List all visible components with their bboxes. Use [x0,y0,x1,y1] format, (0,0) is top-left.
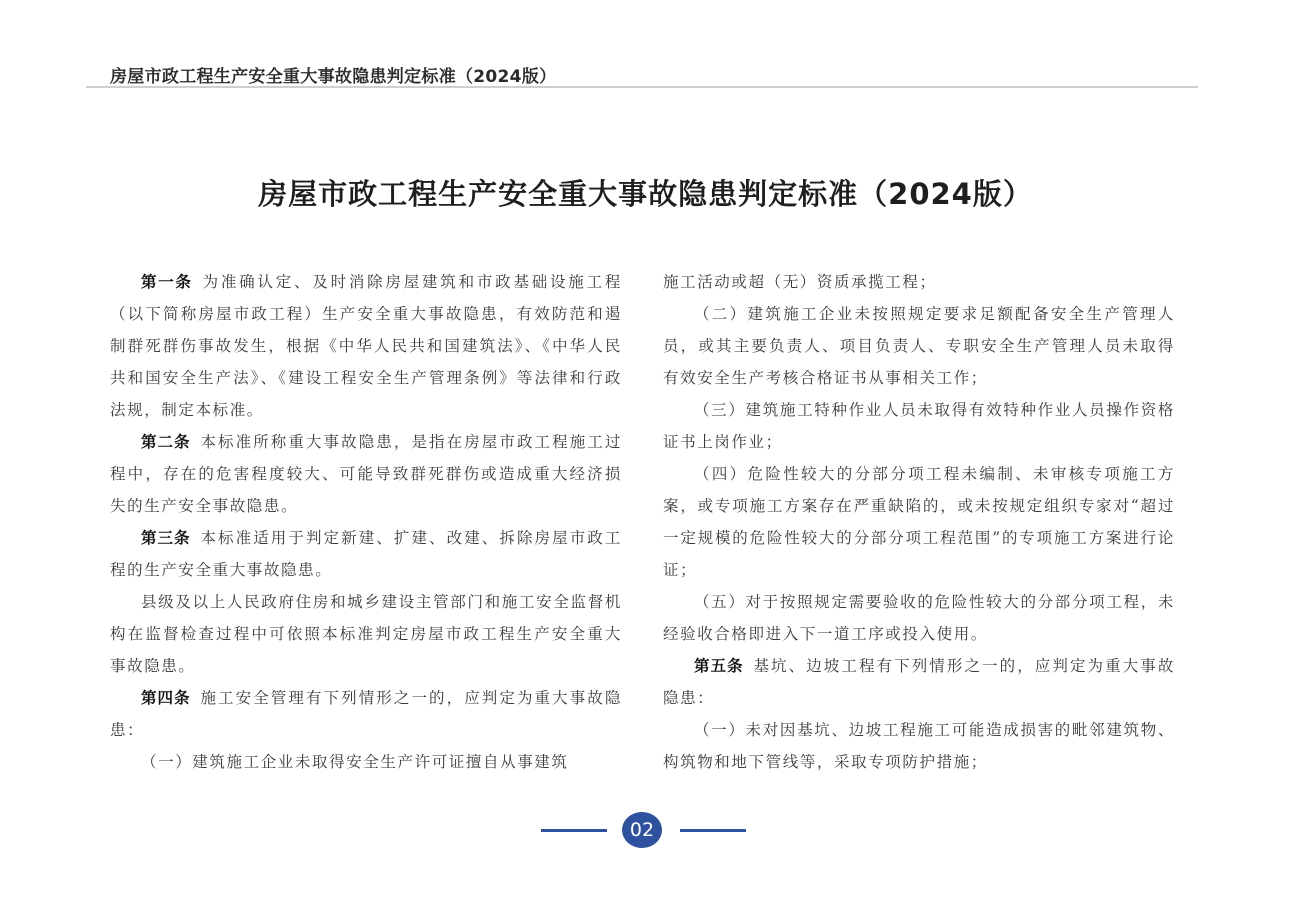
footer-line-left [541,829,607,832]
article-5 [663,650,1175,714]
article-4-item-4: （四）危险性较大的分部分项工程未编制、未审核专项施工方案，或专项施工方案存在严重缺陷的，或未按规定组织专家对“超过一定规模的危险性较大的分部分项工程范围”的专项施工方案进行论证； [663,465,1175,579]
article-2 [110,426,622,522]
article-label: 第一条 [141,273,193,291]
article-label: 第五条 [694,657,744,675]
footer-line-right [680,829,746,832]
article-text: 本标准所称重大事故隐患，是指在房屋市政工程施工过程中，存在的危害程度较大、可能导致群死群伤或造成重大经济损失的生产安全事故隐患。 [110,433,622,515]
article-3-paragraph-2: 县级及以上人民政府住房和城乡建设主管部门和施工安全监督机构在监督检查过程中可依照本标准判定房屋市政工程生产安全重大事故隐患。 [110,593,622,675]
article-label: 第四条 [141,689,191,707]
article-5-item-1: （一）未对因基坑、边坡工程施工可能造成损害的毗邻建筑物、构筑物和地下管线等，采取专项防护措施； [663,721,1175,771]
article-text: 本标准适用于判定新建、扩建、改建、拆除房屋市政工程的生产安全重大事故隐患。 [110,529,622,579]
page-footer [0,812,1291,852]
article-4-item-5: （五）对于按照规定需要验收的危险性较大的分部分项工程，未经验收合格即进入下一道工序或投入使用。 [663,593,1175,643]
article-label: 第二条 [141,433,191,451]
article-4 [110,682,622,746]
article-label: 第三条 [141,529,191,547]
page-number-badge: 02 [622,812,662,848]
article-text: 施工安全管理有下列情形之一的，应判定为重大事故隐患： [110,689,622,739]
right-column [663,266,1175,778]
document-title: 房屋市政工程生产安全重大事故隐患判定标准（2024版） [258,177,1033,211]
running-header: 房屋市政工程生产安全重大事故隐患判定标准（2024版） [110,67,557,87]
article-text: 基坑、边坡工程有下列情形之一的，应判定为重大事故隐患： [663,657,1175,707]
article-4-item-1-continued: 施工活动或超（无）资质承揽工程； [663,273,937,291]
article-4-item-2: （二）建筑施工企业未按照规定要求足额配备安全生产管理人员，或其主要负责人、项目负责人、专职安全生产管理人员未取得有效安全生产考核合格证书从事相关工作； [663,305,1175,387]
article-text: 为准确认定、及时消除房屋建筑和市政基础设施工程（以下简称房屋市政工程）生产安全重大事故隐患，有效防范和遏制群死群伤事故发生，根据《中华人民共和国建筑法》、《中华人民共和国安全生产法》、《建设工程安全生产管理条例》等法律和行政法规，制定本标准。 [110,273,622,419]
article-3 [110,522,622,586]
article-1 [110,266,622,426]
left-column [110,266,622,778]
article-4-item-1: （一）建筑施工企业未取得安全生产许可证擅自从事建筑 [141,753,569,771]
header-divider [86,86,1198,88]
article-4-item-3: （三）建筑施工特种作业人员未取得有效特种作业人员操作资格证书上岗作业； [663,401,1175,451]
